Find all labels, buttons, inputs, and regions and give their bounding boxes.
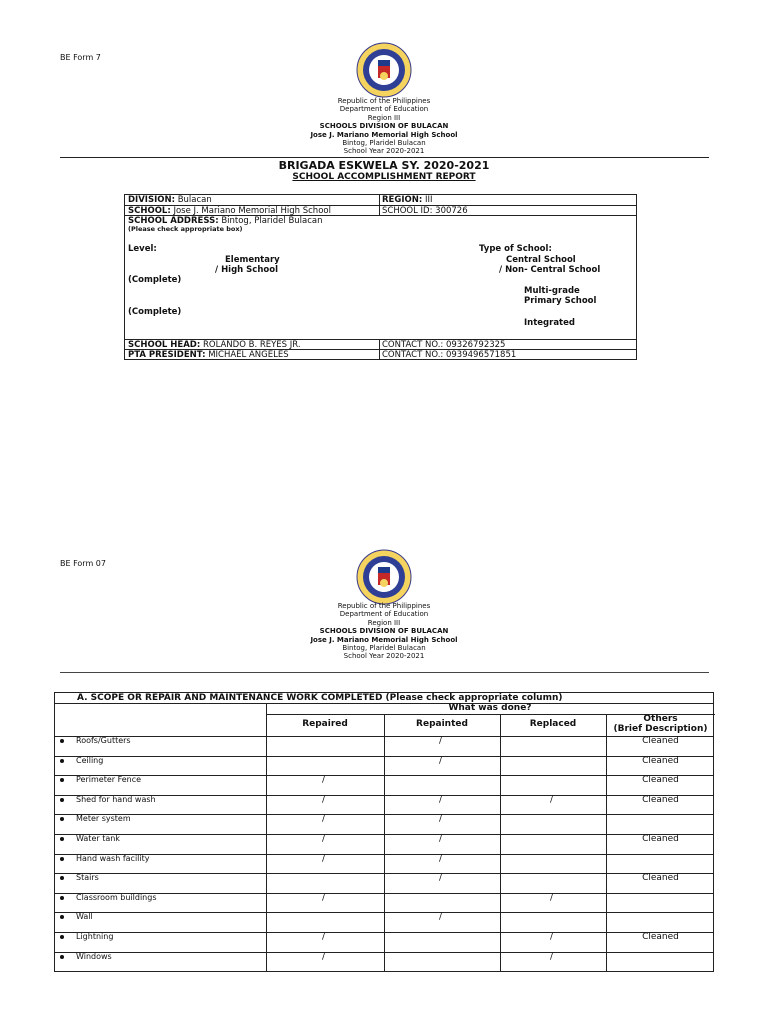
scope-item-label: Roofs/Gutters <box>76 736 131 745</box>
school-info-box <box>124 194 637 360</box>
scope-item-label: Classroom buildings <box>76 892 157 902</box>
check-mark-repaired: / <box>322 814 326 825</box>
info-row-pta <box>125 350 636 360</box>
check-mark-repaired: / <box>322 794 326 805</box>
school-year-text: School Year 2020-2021 <box>343 652 425 661</box>
bullet-icon <box>60 778 64 782</box>
type-label: Type of School: <box>479 244 552 254</box>
check-mark-replaced: / <box>550 892 554 903</box>
pta-contact: CONTACT NO.: 0939496571851 <box>382 350 517 360</box>
scope-title: A. SCOPE OR REPAIR AND MAINTENANCE WORK COMPLETED (Please check appropriate column) <box>77 693 563 703</box>
check-mark-replaced: / <box>550 932 554 942</box>
division-value: Bulacan <box>177 195 212 205</box>
check-mark-repaired: / <box>322 834 326 844</box>
info-row-division <box>125 195 636 206</box>
type-non-central: / Non- Central School <box>499 265 601 275</box>
check-mark-repaired: / <box>322 951 326 962</box>
info-row-school <box>125 206 636 216</box>
level-complete-1: (Complete) <box>128 275 182 285</box>
republic-text: Republic of the Philippines <box>337 602 431 610</box>
check-mark-repainted: / <box>439 736 443 746</box>
division-text: SCHOOLS DIVISION OF BULACAN <box>319 122 449 131</box>
bullet-icon <box>60 798 64 802</box>
bullet-icon <box>60 935 64 939</box>
bullet-icon <box>60 915 64 919</box>
scope-item-label: Wall <box>76 912 93 922</box>
bullet-icon <box>60 837 64 841</box>
school-text: Jose J. Mariano Memorial High School <box>310 635 458 644</box>
scope-item-label: Stairs <box>76 873 99 883</box>
others-description: Cleaned <box>642 834 679 844</box>
bullet-icon <box>60 876 64 880</box>
bullet-icon <box>60 759 64 763</box>
scope-item-label: Hand wash facility <box>76 853 150 863</box>
department-text: Department of Education <box>339 105 429 114</box>
head-contact: CONTACT NO.: 09326792325 <box>382 340 506 350</box>
level-high-school: / High School <box>215 265 278 275</box>
level-elementary: Elementary <box>225 255 280 265</box>
address-label: SCHOOL ADDRESS: <box>128 216 219 226</box>
letterhead <box>234 97 534 156</box>
others-description: Cleaned <box>642 932 679 942</box>
department-text: Department of Education <box>339 610 429 619</box>
deped-seal-icon <box>356 549 412 605</box>
bullet-icon <box>60 739 64 743</box>
check-mark-repainted: / <box>439 755 443 766</box>
school-id: SCHOOL ID: 300726 <box>382 206 468 216</box>
check-mark-repaired: / <box>322 775 326 786</box>
report-subtitle: SCHOOL ACCOMPLISHMENT REPORT <box>292 172 476 182</box>
type-primary: Primary School <box>524 296 597 306</box>
scope-item-label: Shed for hand wash <box>76 794 156 804</box>
division-text: SCHOOLS DIVISION OF BULACAN <box>319 627 449 636</box>
what-was-done-header: What was done? <box>448 703 532 713</box>
bullet-icon <box>60 955 64 959</box>
others-description: Cleaned <box>642 873 679 884</box>
level-label: Level: <box>128 244 157 254</box>
info-row-head <box>125 339 636 350</box>
bullet-icon <box>60 857 64 861</box>
check-mark-repaired: / <box>322 853 326 864</box>
others-description: Cleaned <box>642 736 679 746</box>
region-label: REGION: <box>382 195 423 205</box>
type-integrated: Integrated <box>524 318 575 328</box>
scope-item-label: Windows <box>76 951 112 961</box>
head-value: ROLANDO B. REYES JR. <box>202 340 301 350</box>
col-replaced-header: Replaced <box>529 719 577 729</box>
region-text: Region III <box>367 618 401 627</box>
pta-value: MICHAEL ANGELES <box>208 350 289 360</box>
scope-item-label: Ceiling <box>76 755 104 765</box>
republic-text: Republic of the Philippines <box>337 97 431 105</box>
head-label: SCHOOL HEAD: <box>128 340 201 350</box>
school-label: SCHOOL: <box>128 206 171 216</box>
type-multigrade: Multi-grade <box>524 286 580 296</box>
level-complete-2: (Complete) <box>128 307 182 317</box>
bullet-icon <box>60 817 64 821</box>
col-others-header: Others <box>643 714 678 724</box>
report-title: BRIGADA ESKWELA SY. 2020-2021 <box>278 159 490 172</box>
others-description: Cleaned <box>642 775 679 786</box>
check-note: (Please check appropriate box) <box>128 225 243 233</box>
school-value: Jose J. Mariano Memorial High School <box>173 206 331 216</box>
scope-item-label: Lightning <box>76 932 114 941</box>
division-label: DIVISION: <box>128 195 175 205</box>
type-central: Central School <box>506 255 576 265</box>
header-divider <box>60 157 709 158</box>
letterhead-2 <box>234 602 534 661</box>
form-label-2: BE Form 07 <box>60 559 106 568</box>
scope-table <box>54 692 714 972</box>
pta-label: PTA PRESIDENT: <box>128 350 206 360</box>
check-mark-repainted: / <box>439 853 443 864</box>
col-repainted-header: Repainted <box>416 719 468 729</box>
address-text: Bintog, Plaridel Bulacan <box>342 644 426 653</box>
deped-seal-icon <box>356 42 412 98</box>
check-mark-replaced: / <box>550 794 554 805</box>
address-text: Bintog, Plaridel Bulacan <box>342 139 426 148</box>
check-mark-repaired: / <box>322 932 326 942</box>
school-year-text: School Year 2020-2021 <box>343 147 425 156</box>
form-label: BE Form 7 <box>60 53 101 62</box>
check-mark-replaced: / <box>550 951 554 962</box>
check-mark-repainted: / <box>439 794 443 805</box>
check-mark-repainted: / <box>439 834 443 844</box>
scope-item-label: Perimeter Fence <box>76 775 142 785</box>
region-text: Region III <box>367 113 401 122</box>
check-mark-repainted: / <box>439 912 443 923</box>
col-others-sub-header: (Brief Description) <box>613 724 708 734</box>
check-mark-repainted: / <box>439 873 443 884</box>
school-text: Jose J. Mariano Memorial High School <box>310 130 458 139</box>
col-repaired-header: Repaired <box>302 719 348 729</box>
header-divider-2 <box>60 672 709 673</box>
check-mark-repainted: / <box>439 814 443 825</box>
region-value: III <box>424 195 433 205</box>
scope-item-label: Water tank <box>76 834 120 843</box>
check-mark-repaired: / <box>322 892 326 903</box>
others-description: Cleaned <box>642 755 679 766</box>
scope-item-label: Meter system <box>76 814 131 824</box>
address-value: Bintog, Plaridel Bulacan <box>221 216 323 226</box>
others-description: Cleaned <box>642 794 679 805</box>
bullet-icon <box>60 896 64 900</box>
